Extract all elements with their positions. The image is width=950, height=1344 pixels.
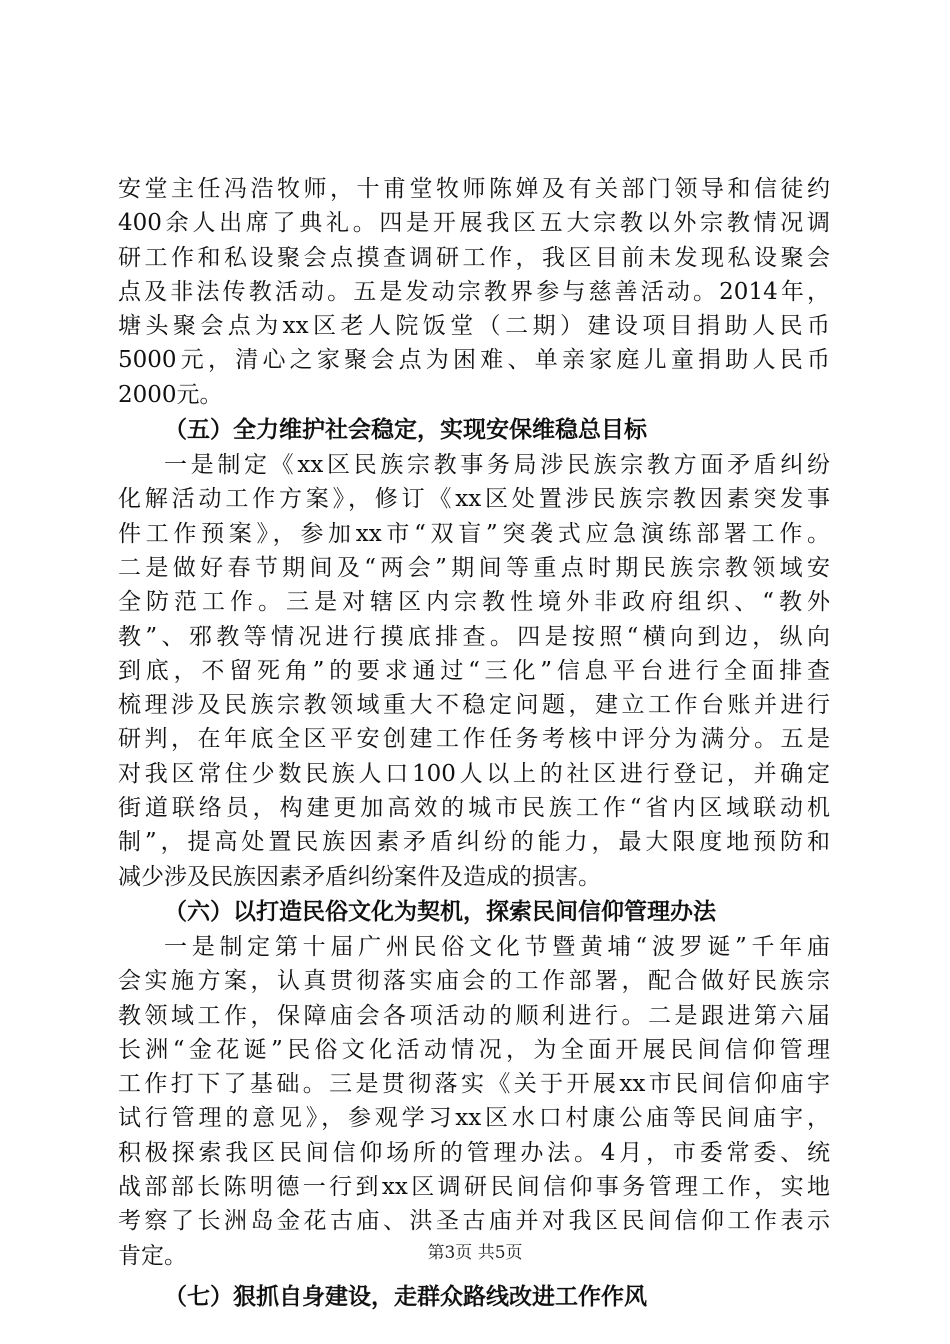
text-line: 对我区常住少数民族人口100人以上的社区进行登记，并确定: [118, 760, 830, 787]
text-line: 考察了长洲岛金花古庙、洪圣古庙并对我区民间信仰工作表示: [118, 1208, 830, 1235]
text-line: 一是制定第十届广州民俗文化节暨黄埔“波罗诞”千年庙: [164, 933, 830, 960]
text-line: 一是制定《xx区民族宗教事务局涉民族宗教方面矛盾纠纷: [164, 452, 830, 479]
page-footer: 第3页 共5页: [427, 1243, 523, 1263]
text-line: 长洲“金花诞”民俗文化活动情况，为全面开展民间信仰管理: [118, 1036, 830, 1063]
text-line: 制”，提高处置民族因素矛盾纠纷的能力，最大限度地预防和: [118, 829, 830, 856]
text-line: 安堂主任冯浩牧师，十甫堂牧师陈婵及有关部门领导和信徒约: [118, 176, 830, 202]
text-line: 研工作和私设聚会点摸查调研工作，我区目前未发现私设聚会: [118, 244, 830, 271]
text-line: 肯定。: [118, 1242, 187, 1269]
text-line: 积极探索我区民间信仰场所的管理办法。4月，市委常委、统: [118, 1139, 830, 1166]
section-6-paragraph: [118, 930, 830, 1273]
text-line: 减少涉及民族因素矛盾纠纷案件及造成的损害。: [118, 863, 601, 890]
paragraph-continuation: [118, 172, 830, 412]
section-heading-5: （五）全力维护社会稳定，实现安保维稳总目标: [164, 417, 647, 444]
text-line: 全防范工作。三是对辖区内宗教性境外非政府组织、“教外: [118, 589, 830, 616]
text-line: 5000元，清心之家聚会点为困难、单亲家庭儿童捐助人民币: [118, 347, 830, 374]
text-line: 400余人出席了典礼。四是开展我区五大宗教以外宗教情况调: [118, 210, 830, 237]
text-line: 塘头聚会点为xx区老人院饭堂（二期）建设项目捐助人民币: [118, 313, 830, 340]
text-line: 会实施方案，认真贯彻落实庙会的工作部署，配合做好民族宗: [118, 968, 830, 995]
text-line: 件工作预案》，参加xx市“双盲”突袭式应急演练部署工作。: [118, 520, 830, 547]
text-line: 研判，在年底全区平安创建工作任务考核中评分为满分。五是: [118, 726, 830, 753]
text-line: 到底，不留死角”的要求通过“三化”信息平台进行全面排查: [118, 657, 830, 684]
text-line: 教领域工作，保障庙会各项活动的顺利进行。二是跟进第六届: [118, 1002, 830, 1029]
text-line: 2000元。: [118, 381, 223, 408]
text-line: 街道联络员，构建更加高效的城市民族工作“省内区域联动机: [118, 795, 830, 822]
section-heading-6: （六）以打造民俗文化为契机，探索民间信仰管理办法: [164, 898, 716, 925]
text-line: 教”、邪教等情况进行摸底排查。四是按照“横向到边，纵向: [118, 623, 830, 650]
text-line: 梳理涉及民族宗教领域重大不稳定问题，建立工作台账并进行: [118, 692, 830, 719]
document-body: [118, 172, 830, 1315]
text-line: 试行管理的意见》，参观学习xx区水口村康公庙等民间庙宇，: [118, 1105, 830, 1132]
section-heading-7: （七）狠抓自身建设，走群众路线改进工作作风: [164, 1283, 647, 1310]
text-line: 二是做好春节期间及“两会”期间等重点时期民族宗教领域安: [118, 554, 830, 581]
text-line: 工作打下了基础。三是贯彻落实《关于开展xx市民间信仰庙宇: [118, 1071, 830, 1098]
text-line: 战部部长陈明德一行到xx区调研民间信仰事务管理工作，实地: [118, 1174, 830, 1201]
text-line: 化解活动工作方案》，修订《xx区处置涉民族宗教因素突发事: [118, 486, 830, 513]
section-5-paragraph: [118, 448, 830, 894]
text-line: 点及非法传教活动。五是发动宗教界参与慈善活动。2014年，: [118, 278, 830, 305]
